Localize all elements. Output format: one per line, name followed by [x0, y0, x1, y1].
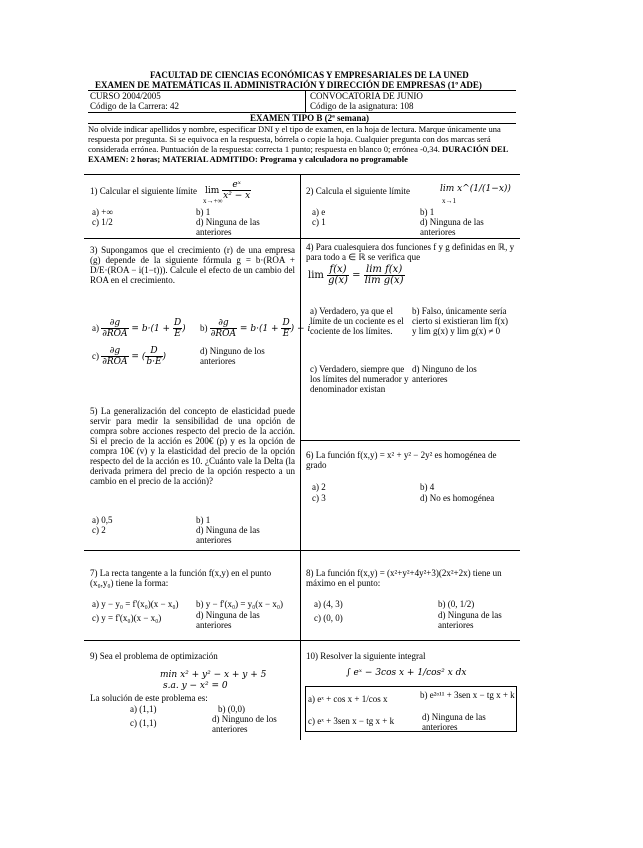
q6-option-d[interactable]: d) No es homogénea	[420, 493, 495, 503]
q2-option-a[interactable]: a) e	[312, 207, 326, 217]
q8-option-d[interactable]: d) Ninguna de las anteriores	[438, 610, 502, 630]
q9-objective: min x² + y² − x + y + 5	[160, 670, 267, 680]
instructions	[88, 124, 516, 164]
q4-option-b[interactable]: b) Falso, únicamente sería cierto si existieran lim f(x) y lim g(x) y lim g(x) ≠ 0	[412, 306, 508, 336]
q9-option-b[interactable]: b) (0,0)	[218, 704, 245, 714]
q10-integral: ∫ eˣ − 3cos x + 1/cos² x dx	[346, 668, 467, 678]
q8-option-b[interactable]: b) (0, 1/2)	[438, 599, 475, 609]
q10-option-a[interactable]: a) eˣ + cos x + 1/cos x	[308, 694, 388, 704]
q10-prompt: 10) Resolver la siguiente integral	[306, 651, 426, 661]
q3-option-c[interactable]	[92, 346, 166, 367]
exam-title: EXAMEN DE MATEMÁTICAS II. ADMINISTRACIÓN Y DIRECCIÓN DE EMPRESAS (1º ADE)	[95, 80, 482, 90]
q3-option-a[interactable]	[92, 318, 186, 339]
q1-option-b[interactable]: b) 1	[196, 207, 211, 217]
q1-option-a[interactable]: a) +∞	[92, 207, 113, 217]
q3-option-b-expr: $\frac{\partial g}{\text{∂ROA}}$ = b·(1 + $\frac{D}{E}$ ) − i	[210, 318, 311, 339]
q3-option-c-expr: $\frac{\partial g}{\text{∂ROA}}$ = ( $\frac{D}{b\cdot E}$ )	[102, 346, 167, 367]
course: CURSO 2004/2005	[90, 91, 161, 101]
q6-option-c[interactable]: c) 3	[312, 493, 326, 503]
q2-option-d[interactable]: d) Ninguna de las anteriores	[420, 217, 484, 237]
q10-option-d[interactable]: d) Ninguna de las anteriores	[422, 712, 486, 732]
q1-option-c[interactable]: c) 1/2	[92, 217, 113, 227]
q9-constraint: s.a. y − x² = 0	[163, 681, 228, 691]
q9-option-d[interactable]: d) Ninguno de los anteriores	[212, 714, 277, 734]
q2-option-b[interactable]: b) 1	[420, 207, 435, 217]
q7-option-c[interactable]: c) y = f'(x₀)(x − x₀)	[92, 613, 162, 623]
q8-prompt: 8) La función f(x,y) = (x²+y²+4y²+3)(2x²+2x) tiene un máximo en el punto:	[306, 568, 502, 588]
q1-lim-sub: x→+∞	[203, 197, 223, 205]
exam-type: EXAMEN TIPO B (2ª semana)	[250, 113, 370, 123]
q1-prompt: 1) Calcular el siguiente límite	[90, 186, 197, 196]
subject-code: Código de la asignatura: 108	[310, 101, 414, 111]
q2-prompt: 2) Calcula el siguiente límite	[306, 186, 410, 196]
q5-option-d[interactable]: d) Ninguna de las anteriores	[196, 525, 260, 545]
q4-option-c[interactable]: c) Verdadero, siempre que los límites del numerador y denominador existan	[310, 364, 409, 394]
q7-prompt: 7) La recta tangente a la función f(x,y) en el punto (x₀,y₀) tiene la forma:	[90, 568, 272, 588]
q9-prompt: 9) Sea el problema de optimización	[90, 651, 218, 661]
q6-option-a[interactable]: a) 2	[312, 482, 326, 492]
duration-text: DURACIÓN DEL EXAMEN: 2 horas; MATERIAL ADMITIDO: Programa y calculadora no programable	[88, 144, 508, 164]
q3-option-a-expr: $\frac{\partial g}{\text{∂ROA}}$ = b·(1 + $\frac{D}{E}$ )	[102, 318, 186, 339]
q5-option-b[interactable]: b) 1	[196, 515, 211, 525]
q3-prompt: 3) Supongamos que el crecimiento (r) de una empresa (g) depende de la siguiente fórmula g = b·(ROA + D/E·(ROA − i(1−t))). Calcule el efecto de un cambio del ROA en el crecimiento.	[90, 245, 295, 285]
instructions-text: No olvide indicar apellidos y nombre, especificar DNI y el tipo de examen, en la hoja de lectura. Marque únicamente una respuesta por pregunta. Si se equivoca en la respuesta, bórrela o copie la hoja. Cualquier pregunta con dos marcas será considerada errónea. Puntuación de la respuesta: correcta 1 punto; respuesta en blanco 0; errónea -0,34.	[88, 124, 501, 154]
faculty-title: FACULTAD DE CIENCIAS ECONÓMICAS Y EMPRESARIALES DE LA UNED	[150, 70, 469, 80]
q1-limit: lim $\frac{\text{eˣ}}{\text{x² − x}}$	[205, 180, 251, 201]
q6-option-b[interactable]: b) 4	[420, 482, 435, 492]
q4-option-d[interactable]: d) Ninguno de los anteriores	[412, 364, 477, 384]
q3-option-a-label: a)	[92, 323, 99, 333]
q3-option-c-label: c)	[92, 351, 99, 361]
q8-option-c[interactable]: c) (0, 0)	[314, 613, 343, 623]
q8-option-a[interactable]: a) (4, 3)	[314, 599, 343, 609]
q3-option-b[interactable]	[200, 318, 310, 339]
q7-option-a[interactable]: a) y − y₀ = f'(x₀)(x − x₀)	[92, 599, 179, 609]
q9-solution-label: La solución de este problema es:	[90, 693, 208, 703]
q10-option-c[interactable]: c) eˣ + 3sen x − tg x + k	[308, 716, 395, 726]
q4-prompt: 4) Para cualesquiera dos funciones f y g definidas en ℝ, y para todo a ∈ ℝ se verifica que	[306, 242, 515, 262]
q5-option-c[interactable]: c) 2	[92, 525, 106, 535]
q9-option-c[interactable]: c) (1,1)	[130, 718, 157, 728]
q3-option-b-label: b)	[200, 323, 208, 333]
q4-formula: lim $\frac{f(x)}{g(x)}$ = $\frac{\text{lim f(x)}}{\text{lim g(x)}}$	[308, 264, 404, 286]
q7-option-b[interactable]: b) y − f'(x₀) = y₀(x − x₀)	[196, 599, 283, 609]
convocatoria: CONVOCATORIA DE JUNIO	[310, 91, 423, 101]
q6-prompt: 6) La función f(x,y) = x² + y² − 2y² es homogénea de grado	[306, 450, 497, 470]
q3-option-d[interactable]: d) Ninguno de los anteriores	[200, 346, 265, 366]
q5-option-a[interactable]: a) 0,5	[92, 515, 113, 525]
q2-option-c[interactable]: c) 1	[312, 217, 326, 227]
q2-lim-sub: x→1	[442, 197, 456, 205]
q1-option-d[interactable]: d) Ninguna de las anteriores	[196, 217, 260, 237]
q5-prompt: 5) La generalización del concepto de elasticidad puede servir para medir la sensibilidad de una opción de compra sobre acciones respecto del precio de la acción. Si el precio de la acción es 200€ (p) y es la opción de compra 10€ (v) y la elasticidad del precio de la opción respecto del de la acción es 10. ¿Cuánto vale la Delta (la derivada primera del precio de la opción respecto a un cambio en el precio de la acción)?	[90, 406, 295, 486]
q4-option-a[interactable]: a) Verdadero, ya que el límite de un cociente es el cociente de los límites.	[310, 306, 404, 336]
q7-option-d[interactable]: d) Ninguna de las anteriores	[196, 610, 260, 630]
career-code: Código de la Carrera: 42	[90, 101, 179, 111]
q10-option-b[interactable]: b) e²ᵒ¹¹ + 3sen x − tg x + k	[420, 690, 515, 700]
q9-option-a[interactable]: a) (1,1)	[130, 704, 157, 714]
q2-limit: lim x^(1/(1−x))	[440, 184, 511, 194]
